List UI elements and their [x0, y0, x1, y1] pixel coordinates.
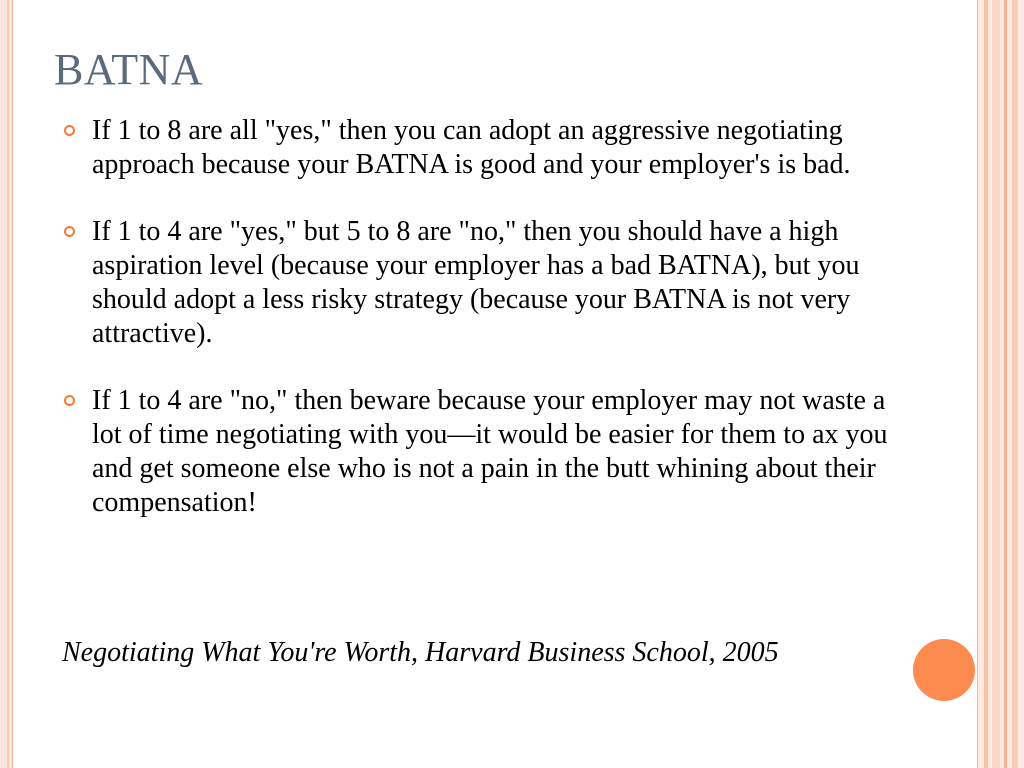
slide-title: BATNA — [54, 45, 204, 94]
bullet-text: If 1 to 8 are all "yes," then you can adopt an aggressive negotiating approach because your BATNA is good and your employer's is bad. — [92, 115, 851, 180]
bullet-item — [62, 384, 902, 520]
bullet-text: If 1 to 4 are "no," then beware because your employer may not waste a lot of time negotiating with you—it would be easier for them to ax you and get someone else who is not a pain in the butt whining about their compensation! — [92, 385, 888, 518]
source-citation: Negotiating What You're Worth, Harvard Business School, 2005 — [62, 637, 779, 668]
bullet-list — [62, 114, 902, 553]
orange-circle-decoration — [913, 639, 975, 701]
left-border-decoration — [0, 0, 13, 768]
hollow-circle-bullet-icon — [64, 125, 75, 136]
hollow-circle-bullet-icon — [64, 226, 75, 237]
hollow-circle-bullet-icon — [64, 395, 75, 406]
right-border-stripe — [984, 0, 988, 768]
right-border-stripe — [992, 0, 1000, 768]
bullet-item — [62, 114, 902, 182]
bullet-item — [62, 215, 902, 351]
right-border-decoration — [977, 0, 1024, 768]
bullet-text: If 1 to 4 are "yes," but 5 to 8 are "no," then you should have a high aspiration level (because your employer has a bad BATNA), but you should adopt a less risky strategy (because your BATNA is not very attractive). — [92, 216, 860, 349]
right-border-stripe — [1004, 0, 1007, 768]
right-border-stripe — [1012, 0, 1018, 768]
